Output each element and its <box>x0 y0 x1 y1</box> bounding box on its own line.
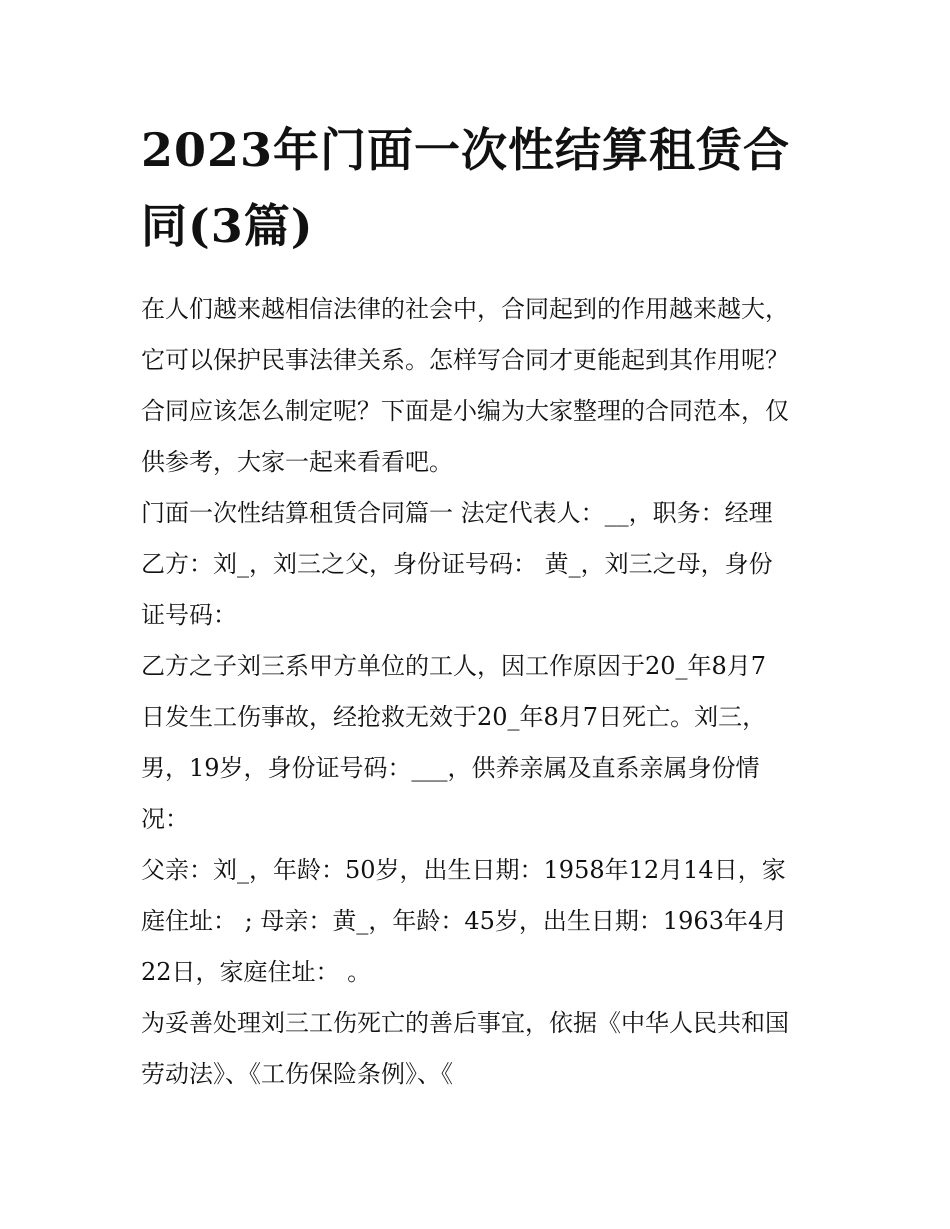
text-line: 父亲：刘_，年龄：50岁，出生日期：1958年12月14日，家 <box>141 856 786 884</box>
text-line: 劳动法》、《工伤保险条例》、《 <box>141 1060 453 1088</box>
text-line: 男，19岁，身份证号码：___，供养亲属及直系亲属身份情 <box>141 754 760 782</box>
paragraph-relatives <box>141 845 813 998</box>
paragraph-incident <box>141 641 813 845</box>
text-line: 庭住址： ; 母亲：黄_，年龄：45岁，出生日期：1963年4月 <box>141 907 788 935</box>
text-line: 乙方之子刘三系甲方单位的工人，因工作原因于20_年8月7 <box>141 652 767 680</box>
text-line: 日发生工伤事故，经抢救无效于20_年8月7日死亡。刘三， <box>141 703 767 731</box>
document-title <box>141 112 813 264</box>
text-line: 供参考，大家一起来看看吧。 <box>141 448 453 476</box>
document-body <box>141 284 813 1100</box>
text-line: 合同应该怎么制定呢？下面是小编为大家整理的合同范本，仅 <box>141 397 789 425</box>
text-line: 22日，家庭住址： 。 <box>141 958 372 986</box>
title-line: 2023年门面一次性结算租赁合 <box>141 123 791 177</box>
text-line: 它可以保护民事法律关系。怎样写合同才更能起到其作用呢？ <box>141 346 789 374</box>
text-line: 在人们越来越相信法律的社会中，合同起到的作用越来越大， <box>141 295 789 323</box>
paragraph-intro <box>141 284 813 488</box>
text-line: 为妥善处理刘三工伤死亡的善后事宜，依据《中华人民共和国 <box>141 1009 789 1037</box>
text-line: 门面一次性结算租赁合同篇一 法定代表人：__，职务：经理 <box>141 499 773 527</box>
paragraph-parties <box>141 488 813 641</box>
text-line: 乙方：刘_，刘三之父，身份证号码： 黄_，刘三之母，身份 <box>141 550 773 578</box>
text-line: 况： <box>141 805 189 833</box>
document-page <box>141 112 813 1100</box>
paragraph-legal-basis <box>141 998 813 1100</box>
text-line: 证号码： <box>141 601 237 629</box>
title-line: 同(3篇) <box>141 199 314 253</box>
